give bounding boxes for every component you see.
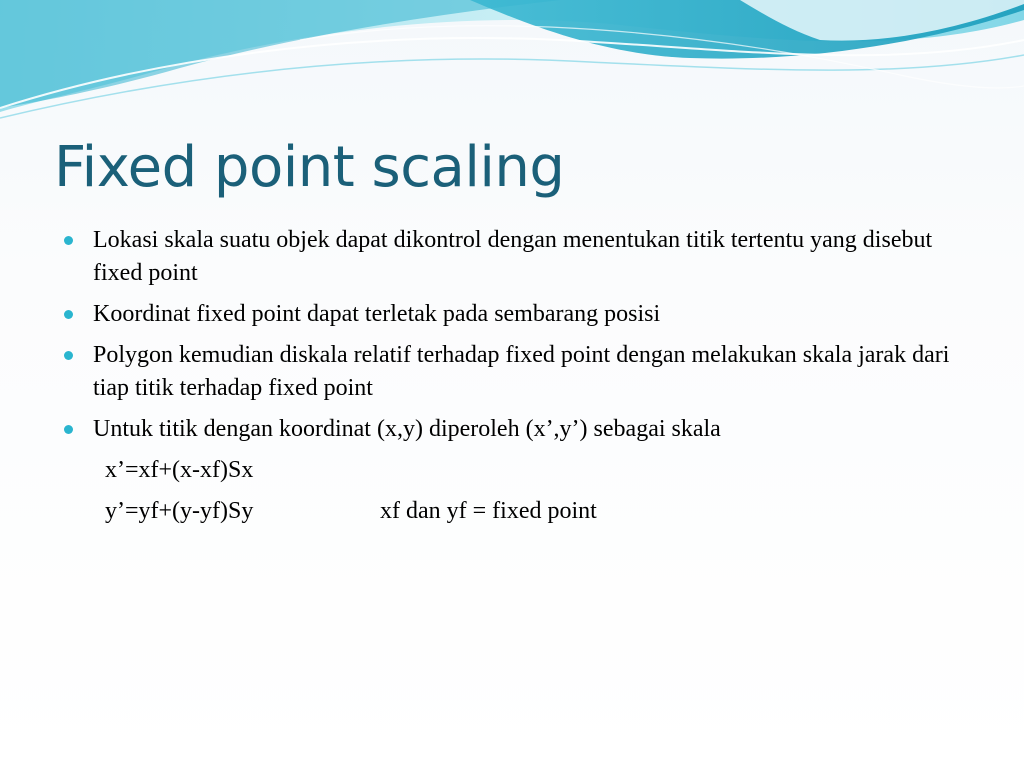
bullet-item	[62, 298, 972, 331]
bullet-item	[62, 339, 972, 405]
bullet-text: Untuk titik dengan koordinat (x,y) diperoleh (x’,y’) sebagai skala	[93, 416, 721, 442]
formula-y: y’=yf+(y-yf)Sy	[105, 498, 254, 524]
wave-header-decoration	[0, 0, 1024, 130]
bullet-dot-icon	[64, 351, 73, 360]
formula-x-line	[62, 454, 972, 487]
bullet-item	[62, 413, 972, 446]
bullet-text: Lokasi skala suatu objek dapat dikontrol dengan menentukan titik tertentu yang disebut fixed point	[93, 227, 933, 286]
formula-note: xf dan yf = fixed point	[380, 498, 597, 524]
slide-body	[62, 224, 972, 536]
bullet-dot-icon	[64, 310, 73, 319]
bullet-dot-icon	[64, 236, 73, 245]
bullet-text: Koordinat fixed point dapat terletak pada sembarang posisi	[93, 301, 661, 327]
bullet-list	[62, 224, 972, 446]
bullet-text: Polygon kemudian diskala relatif terhadap fixed point dengan melakukan skala jarak dari tiap titik terhadap fixed point	[93, 342, 950, 401]
bullet-dot-icon	[64, 425, 73, 434]
bullet-item	[62, 224, 972, 290]
formula-x: x’=xf+(x-xf)Sx	[105, 457, 254, 483]
formula-y-line	[62, 495, 972, 528]
slide-title: Fixed point scaling	[54, 135, 565, 200]
